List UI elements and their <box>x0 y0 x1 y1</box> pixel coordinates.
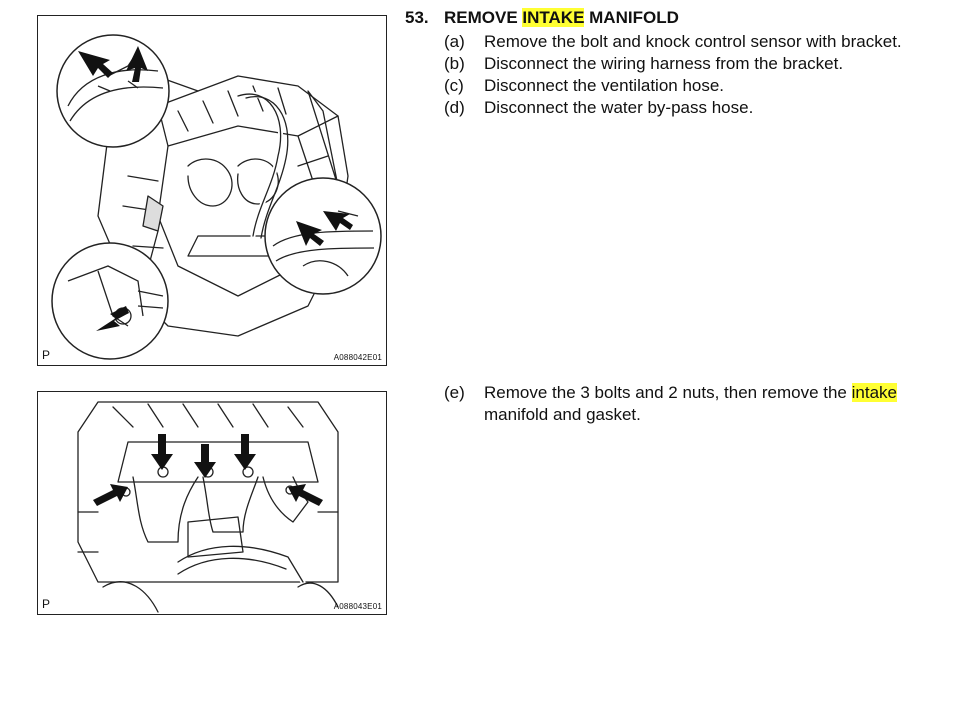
callout-circle-top-left <box>57 35 169 147</box>
engine-illustration-2 <box>38 392 386 614</box>
callout-circle-bottom-left <box>52 243 168 359</box>
engine-illustration-1 <box>38 16 386 365</box>
step-letter: (c) <box>444 76 464 95</box>
figure-letter: P <box>42 597 51 611</box>
step-text: Disconnect the water by-pass hose. <box>484 98 754 117</box>
step-letter: (e) <box>444 383 465 402</box>
step-list-1 <box>444 31 914 119</box>
step-letter: (d) <box>444 98 465 117</box>
section-title-highlight: INTAKE <box>522 8 585 27</box>
figure-knock-sensor-hoses <box>37 15 387 366</box>
step-text <box>484 382 914 426</box>
section-title-before: REMOVE <box>444 8 523 27</box>
step-c <box>444 75 914 97</box>
step-e <box>444 382 914 426</box>
step-text: Disconnect the ventilation hose. <box>484 76 725 95</box>
step-text: Disconnect the wiring harness from the bracket. <box>484 54 844 73</box>
figure-intake-manifold <box>37 391 387 615</box>
step-e-text-highlight: intake <box>851 383 897 402</box>
figure-letter: P <box>42 348 51 362</box>
step-a <box>444 31 914 53</box>
step-text: Remove the bolt and knock control sensor with bracket. <box>484 32 902 51</box>
figure-code: A088043E01 <box>333 602 382 611</box>
step-e-text-after: manifold and gasket. <box>484 405 641 424</box>
figure-code: A088042E01 <box>333 353 382 362</box>
callout-circle-right <box>265 178 381 294</box>
section-heading <box>405 8 679 28</box>
step-letter: (a) <box>444 32 465 51</box>
section-title-after: MANIFOLD <box>584 8 679 27</box>
step-letter: (b) <box>444 54 465 73</box>
step-list-2 <box>444 382 914 426</box>
section-number: 53. <box>405 8 429 27</box>
step-e-text-before: Remove the 3 bolts and 2 nuts, then remove the <box>484 383 852 402</box>
step-b <box>444 53 914 75</box>
step-d <box>444 97 914 119</box>
